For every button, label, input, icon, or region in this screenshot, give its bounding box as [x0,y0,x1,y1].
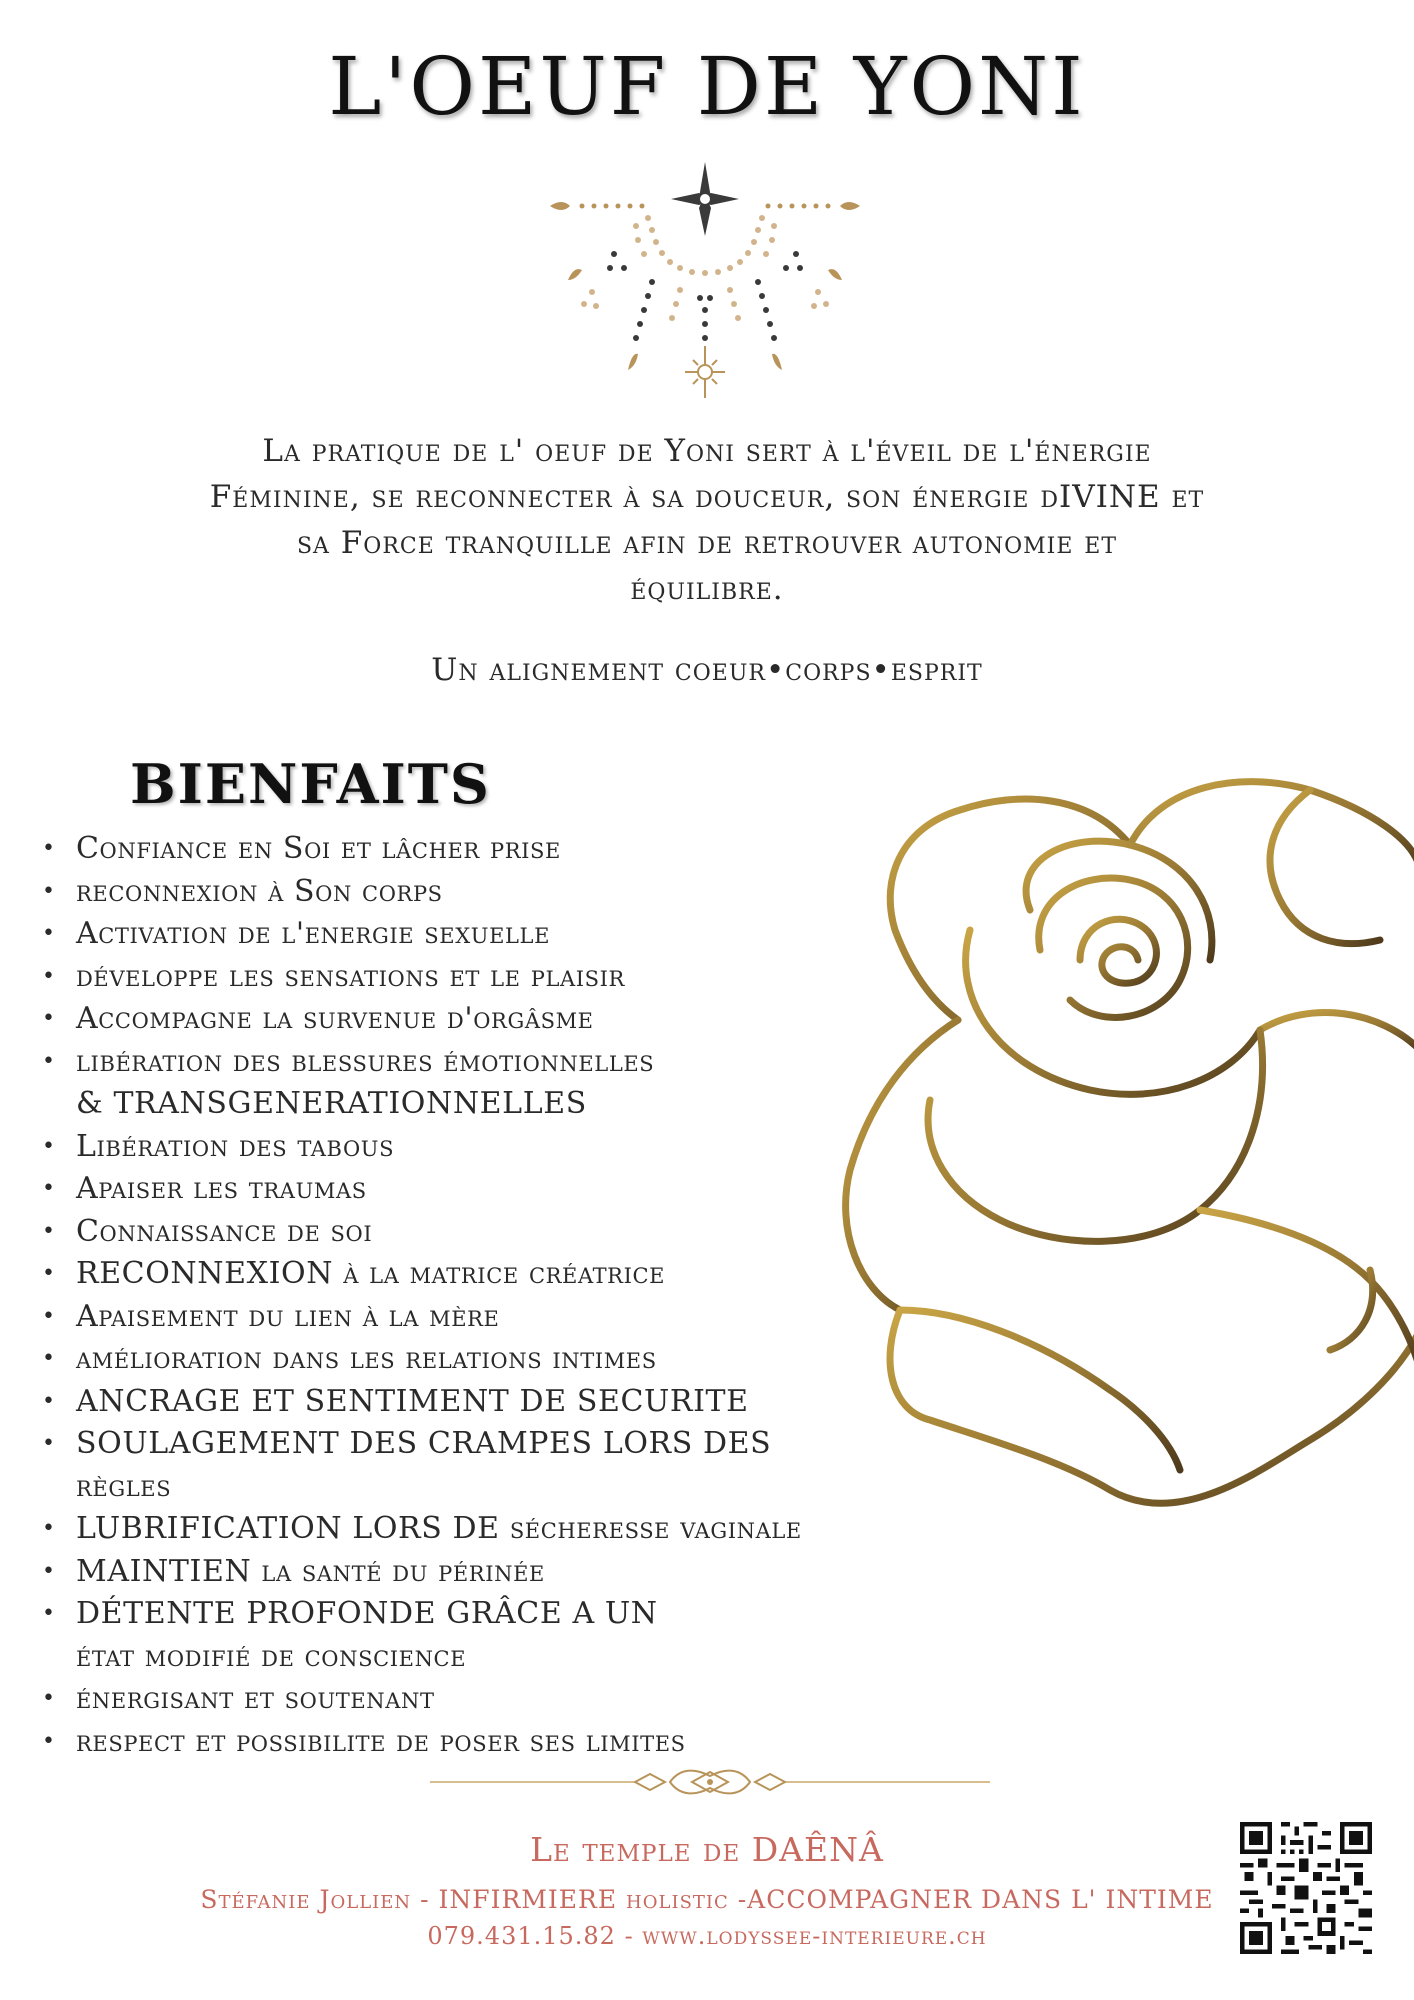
benefits-heading: BIENFAITS [130,752,491,816]
list-item [40,1423,860,1508]
list-item-continuation [40,1636,860,1679]
list-item-text: ANCRAGE ET SENTIMENT DE SECURITE [76,1383,749,1419]
list-item-continuation [40,1083,860,1126]
list-item [40,1508,860,1551]
list-item [40,998,860,1041]
ornamental-divider-icon [430,1762,990,1802]
intro-line: Féminine, se reconnecter à sa douceur, son énergie dIVINE et [209,479,1205,515]
list-item-text: MAINTIEN la santé du périnée [76,1553,545,1589]
bullet-icon: • [42,1728,56,1754]
page-title: L'OEUF DE YONI [328,40,1086,133]
bullet-icon: • [42,1006,56,1031]
list-item-text: Activation de l'energie sexuelle [76,916,551,951]
bullet-icon: • [42,878,56,904]
list-item-text: reconnexion à Son corps [76,873,443,909]
bullet-icon: • [42,963,56,989]
bullet-icon: • [42,1431,56,1456]
list-item-text: RECONNEXION à la matrice créatrice [76,1256,666,1291]
list-item [40,1381,860,1424]
intro-line: sa Force tranquille afin de retrouver autonomie et [296,525,1118,561]
list-item-text: LUBRIFICATION LORS DE sécheresse vaginale [76,1511,802,1546]
list-item [40,871,860,914]
bullet-icon: • [42,836,56,861]
list-item [40,1721,860,1764]
list-item [40,1593,860,1636]
list-item-text: Connaissance de soi [76,1213,373,1249]
bullet-icon: • [42,1218,56,1244]
list-item-text: libération des blessures émotionnelles [76,1043,655,1079]
list-item [40,1338,860,1381]
qr-code-icon[interactable] [1240,1822,1372,1954]
list-item-text: Apaiser les traumas [76,1171,367,1206]
footer-name: Le temple de DAÊNÂ [530,1830,884,1869]
celestial-ornament-icon [540,160,870,400]
list-item-text: Libération des tabous [76,1128,395,1164]
bullet-icon: • [42,921,56,946]
list-item-text: Confiance en Soi et lâcher prise [76,831,561,866]
list-item [40,1211,860,1254]
list-item [40,828,860,871]
list-item [40,1126,860,1169]
list-item [40,1678,860,1721]
list-item [40,1041,860,1084]
intro-line: équilibre. [630,571,784,607]
bullet-icon: • [42,1388,56,1414]
bullet-icon: • [42,1686,56,1711]
list-item-text: & TRANSGENERATIONNELLES [76,1086,587,1121]
bullet-icon: • [42,1133,56,1159]
list-item-text: état modifié de conscience [76,1638,467,1674]
bullet-icon: • [42,1516,56,1541]
gold-rose-icon [840,750,1414,1510]
bullet-icon: • [42,1303,56,1329]
list-item [40,1168,860,1211]
list-item [40,1253,860,1296]
footer-role: Stéfanie Jollien - INFIRMIERE holistic -ACCOMPAGNER DANS L' INTIME [200,1885,1214,1914]
list-item-text: DÉTENTE PROFONDE GRÂCE A UN [76,1596,658,1631]
intro-text [130,428,1284,612]
bullet-icon: • [42,1176,56,1201]
bullet-icon: • [42,1558,56,1584]
list-item [40,956,860,999]
list-item-text: amélioration dans les relations intimes [76,1341,657,1376]
intro-line: La pratique de l' oeuf de Yoni sert à l'éveil de l'énergie [262,433,1152,469]
list-item-text: respect et possibilite de poser ses limites [76,1723,686,1759]
list-item-text: développe les sensations et le plaisir [76,958,625,994]
list-item [40,1551,860,1594]
benefits-list [40,828,860,1763]
bullet-icon: • [42,1048,56,1074]
list-item-text: Accompagne la survenue d'orgâsme [76,1001,594,1036]
motto: Un alignement coeur•corps•esprit [431,652,983,688]
list-item-text: SOULAGEMENT DES CRAMPES LORS DES règles [76,1426,772,1504]
list-item [40,913,860,956]
list-item [40,1296,860,1339]
footer-contact[interactable]: 079.431.15.82 - www.lodyssee-interieure.ch [427,1922,987,1950]
bullet-icon: • [42,1346,56,1371]
bullet-icon: • [42,1601,56,1626]
list-item-text: Apaisement du lien à la mère [76,1298,500,1334]
list-item-text: énergisant et soutenant [76,1681,435,1716]
bullet-icon: • [42,1261,56,1286]
